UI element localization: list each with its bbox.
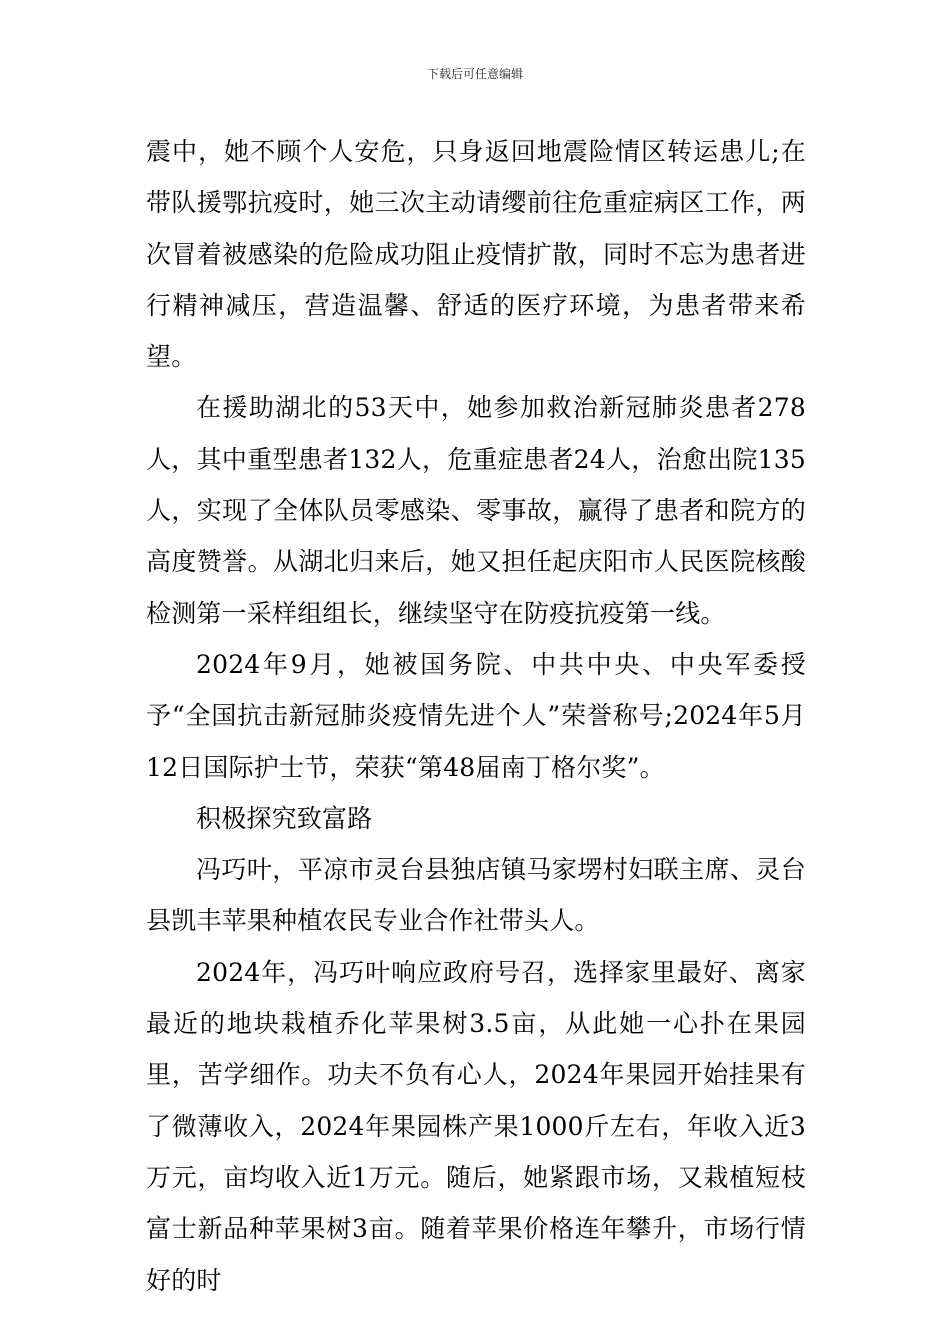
paragraph-1: 震中，她不顾个人安危，只身返回地震险情区转运患儿;在带队援鄂抗疫时，她三次主动请缨前往危重症病区工作，两次冒着被感染的危险成功阻止疫情扩散，同时不忘为患者进行精神减压，营造温馨、舒适的医疗环境，为患者带来希望。 bbox=[146, 137, 806, 372]
paragraph-2: 在援助湖北的53天中，她参加救治新冠肺炎患者278人，其中重型患者132人，危重症患者24人，治愈出院135人，实现了全体队员零感染、零事故，赢得了患者和院方的高度赞誉。从湖北归来后，她又担任起庆阳市人民医院核酸检测第一采样组组长，继续坚守在防疫抗疫第一线。 bbox=[146, 393, 806, 628]
header-note: 下载后可任意编辑 bbox=[426, 67, 523, 81]
paragraph-3: 2024年9月，她被国务院、中共中央、中央军委授予“全国抗击新冠肺炎疫情先进个人”荣誉称号;2024年5月12日国际护士节，荣获“第48届南丁格尔奖”。 bbox=[146, 649, 806, 782]
section-heading: 积极探究致富路 bbox=[196, 803, 373, 833]
paragraph-5: 2024年，冯巧叶响应政府号召，选择家里最好、离家最近的地块栽植乔化苹果树3.5亩，从此她一心扑在果园里，苦学细作。功夫不负有心人，2024年果园开始挂果有了微薄收入，2024年果园株产果1000斤左右，年收入近3万元，亩均收入近1万元。随后，她紧跟市场，又栽植短枝富士新品种苹果树3亩。随着苹果价格连年攀升，市场行情好的时 bbox=[146, 957, 806, 1295]
paragraph-4: 冯巧叶，平凉市灵台县独店镇马家塄村妇联主席、灵台县凯丰苹果种植农民专业合作社带头人。 bbox=[146, 855, 806, 936]
body-text bbox=[146, 126, 806, 1306]
